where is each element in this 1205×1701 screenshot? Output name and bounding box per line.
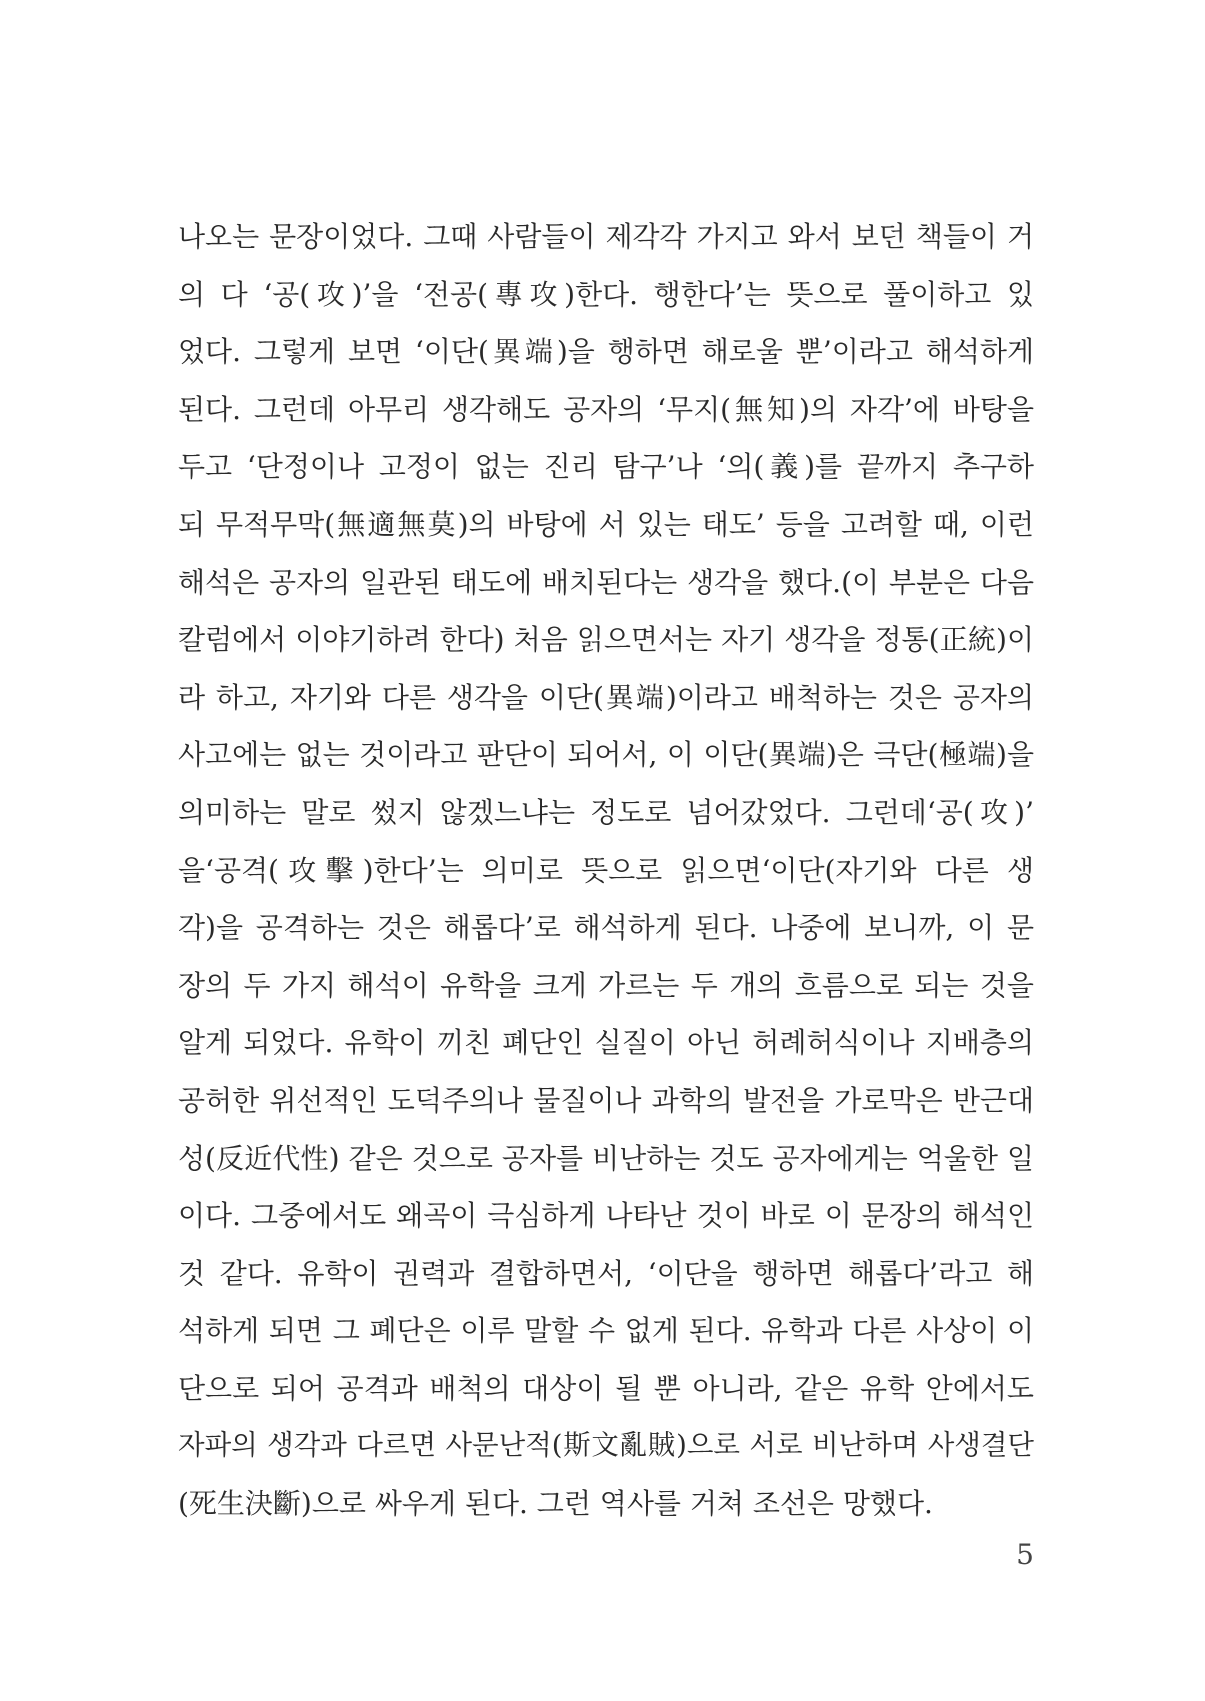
- text-line: 나오는 문장이었다. 그때 사람들이 제각각 가지고 와서 보던 책들이 거: [178, 220, 1034, 253]
- text-line: 되 무적무막(無適無莫)의 바탕에 서 있는 태도’ 등을 고려할 때, 이런: [178, 507, 1034, 541]
- text-line: 두고 ‘단정이나 고정이 없는 진리 탐구’나 ‘의(義)를 끝까지 추구하: [178, 450, 1034, 484]
- text-line: 을‘공격(攻擊)한다’는 의미로 뜻으로 읽으면‘이단(자기와 다른 생: [178, 853, 1034, 887]
- text-line: 알게 되었다. 유학이 끼친 폐단인 실질이 아닌 허례허식이나 지배층의: [178, 1026, 1034, 1060]
- text-line: (死生決斷)으로 싸우게 된다. 그런 역사를 거쳐 조선은 망했다.: [178, 1487, 933, 1521]
- text-line: 석하게 되면 그 폐단은 이루 말할 수 없게 된다. 유학과 다른 사상이 이: [178, 1314, 1034, 1348]
- text-line: 자파의 생각과 다르면 사문난적(斯文亂賊)으로 서로 비난하며 사생결단: [178, 1429, 1034, 1462]
- text-line: 장의 두 가지 해석이 유학을 크게 가르는 두 개의 흐름으로 되는 것을: [178, 968, 1034, 1002]
- text-line: 해석은 공자의 일관된 태도에 배치된다는 생각을 했다.(이 부분은 다음: [178, 565, 1034, 599]
- text-line: 칼럼에서 이야기하려 한다) 처음 읽으면서는 자기 생각을 정통(正統)이: [178, 623, 1034, 657]
- text-line: 라 하고, 자기와 다른 생각을 이단(異端)이라고 배척하는 것은 공자의: [178, 680, 1034, 714]
- text-line: 의 다 ‘공(攻)’을 ‘전공(專攻)한다. 행한다’는 뜻으로 풀이하고 있: [178, 277, 1034, 311]
- text-line: 사고에는 없는 것이라고 판단이 되어서, 이 이단(異端)은 극단(極端)을: [178, 738, 1034, 772]
- text-line: 성(反近代性) 같은 것으로 공자를 비난하는 것도 공자에게는 억울한 일: [178, 1141, 1034, 1175]
- text-line: 각)을 공격하는 것은 해롭다’로 해석하게 된다. 나중에 보니까, 이 문: [178, 911, 1034, 945]
- body-text: [178, 208, 1034, 1533]
- text-line: 것 같다. 유학이 권력과 결합하면서, ‘이단을 행하면 해롭다’라고 해: [178, 1256, 1034, 1290]
- text-line: 공허한 위선적인 도덕주의나 물질이나 과학의 발전을 가로막은 반근대: [178, 1083, 1034, 1117]
- text-line: 이다. 그중에서도 왜곡이 극심하게 나타난 것이 바로 이 문장의 해석인: [178, 1199, 1034, 1233]
- text-line: 단으로 되어 공격과 배척의 대상이 될 뿐 아니라, 같은 유학 안에서도: [178, 1371, 1034, 1405]
- text-line: 된다. 그런데 아무리 생각해도 공자의 ‘무지(無知)의 자각’에 바탕을: [178, 392, 1034, 426]
- text-line: 었다. 그렇게 보면 ‘이단(異端)을 행하면 해로울 뿐’이라고 해석하게: [178, 335, 1034, 369]
- text-line: 의미하는 말로 썼지 않겠느냐는 정도로 넘어갔었다. 그런데‘공(攻)’: [178, 795, 1034, 829]
- page-number: 5: [1016, 1538, 1034, 1571]
